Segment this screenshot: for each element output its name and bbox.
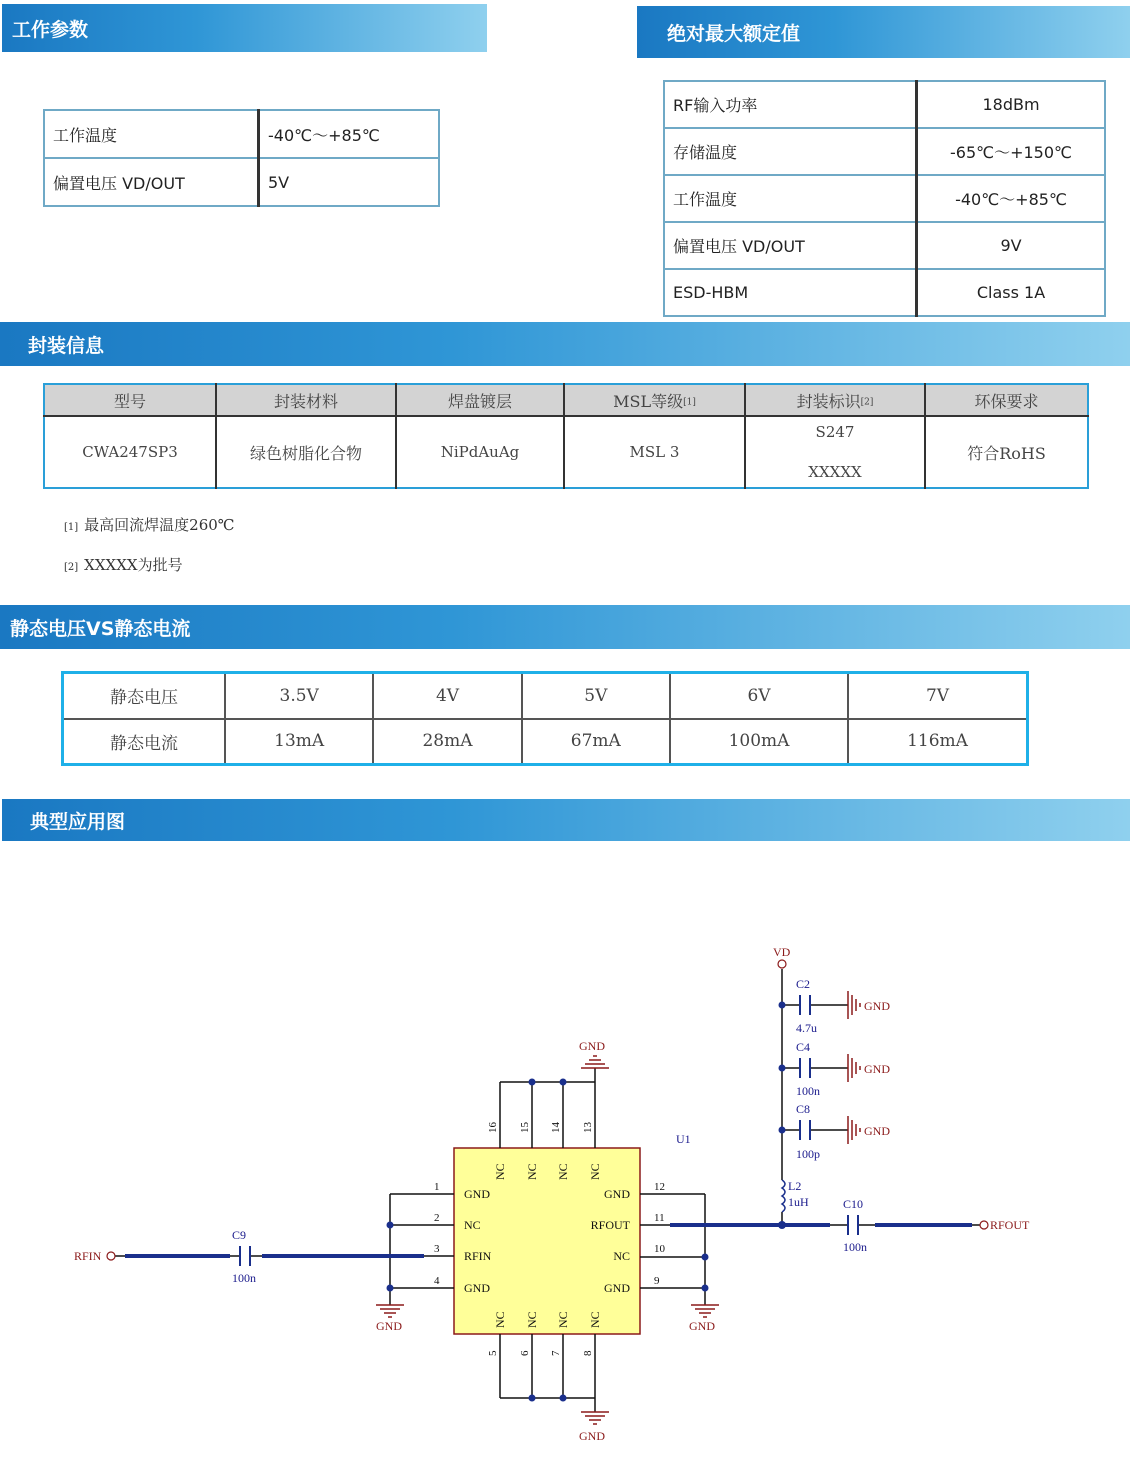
vd-label: VD	[773, 945, 791, 959]
svg-text:C2: C2	[796, 977, 811, 991]
svg-text:NC: NC	[613, 1249, 630, 1263]
svg-text:1: 1	[434, 1181, 440, 1193]
svg-text:NC: NC	[525, 1163, 539, 1180]
current-cell: 13mA	[225, 719, 373, 765]
svg-text:7: 7	[550, 1350, 562, 1356]
value-cell: -40℃～+85℃	[259, 110, 440, 158]
label-cell: 工作温度	[44, 110, 259, 158]
section-title: 静态电压VS静态电流	[10, 617, 191, 640]
svg-text:L2: L2	[788, 1179, 802, 1193]
label-cell: ESD-HBM	[664, 269, 917, 316]
voltage-cell: 6V	[670, 673, 848, 719]
svg-text:NC: NC	[493, 1163, 507, 1180]
svg-text:4: 4	[434, 1275, 440, 1287]
ic-body	[454, 1148, 640, 1334]
section-title: 封装信息	[28, 334, 105, 357]
svg-text:NC: NC	[464, 1218, 481, 1232]
svg-text:9: 9	[654, 1275, 660, 1287]
svg-text:14: 14	[550, 1122, 562, 1133]
voltage-cell: 5V	[522, 673, 670, 719]
svg-text:C8: C8	[796, 1102, 811, 1116]
gnd-label: GND	[864, 1062, 890, 1076]
voltage-cell: 3.5V	[225, 673, 373, 719]
section-title: 工作参数	[12, 18, 89, 41]
gnd-label: GND	[864, 1124, 890, 1138]
svg-text:RFIN: RFIN	[464, 1249, 492, 1263]
svg-text:NC: NC	[556, 1311, 570, 1328]
svg-text:NC: NC	[525, 1311, 539, 1328]
voltage-cell: 7V	[848, 673, 1027, 719]
svg-text:GND: GND	[464, 1187, 490, 1201]
svg-text:5: 5	[487, 1350, 499, 1356]
current-cell: 100mA	[670, 719, 848, 765]
msl-cell: MSL 3	[564, 416, 745, 488]
section-title: 典型应用图	[30, 810, 126, 833]
header-plating: 焊盘镀层	[396, 384, 564, 416]
section-title: 绝对最大额定值	[667, 22, 801, 45]
svg-text:100n: 100n	[796, 1084, 820, 1098]
svg-text:10: 10	[654, 1243, 665, 1255]
svg-text:4.7u: 4.7u	[796, 1021, 817, 1035]
svg-text:12: 12	[654, 1181, 665, 1193]
value-cell: -65℃～+150℃	[917, 128, 1106, 175]
svg-text:11: 11	[654, 1212, 665, 1224]
application-schematic	[0, 850, 1130, 1470]
model-cell: CWA247SP3	[44, 416, 216, 488]
label-cell: RF输入功率	[664, 81, 917, 128]
svg-text:16: 16	[487, 1122, 499, 1133]
svg-text:C4: C4	[796, 1040, 811, 1054]
gnd-label: GND	[864, 999, 890, 1013]
svg-text:1uH: 1uH	[788, 1195, 809, 1209]
svg-text:2: 2	[434, 1212, 440, 1224]
voltage-cell: 4V	[373, 673, 521, 719]
svg-text:13: 13	[582, 1122, 594, 1133]
abs-max-table	[663, 80, 1106, 317]
svg-text:100n: 100n	[232, 1271, 256, 1285]
gnd-label: GND	[579, 1039, 605, 1053]
quiescent-table	[61, 671, 1029, 766]
marking-cell	[745, 416, 925, 488]
section-typical-app	[2, 799, 1130, 841]
current-cell: 67mA	[522, 719, 670, 765]
ic-ref: U1	[676, 1132, 691, 1146]
gnd-label: GND	[579, 1429, 605, 1443]
env-cell: 符合RoHS	[967, 443, 1046, 463]
header-marking: 封装标识[2]	[745, 384, 925, 416]
note-2: [2] XXXXX为批号	[64, 556, 183, 574]
svg-text:100n: 100n	[843, 1240, 867, 1254]
row-label: 静态电流	[63, 719, 226, 765]
rfout-label: RFOUT	[990, 1218, 1030, 1232]
value-cell: 9V	[917, 222, 1106, 269]
marking-line2: XXXXX	[808, 463, 862, 481]
current-cell: 28mA	[373, 719, 521, 765]
svg-text:GND: GND	[604, 1281, 630, 1295]
svg-text:NC: NC	[556, 1163, 570, 1180]
value-cell: Class 1A	[917, 269, 1106, 316]
plating-cell: NiPdAuAg	[396, 416, 564, 488]
rfin-label: RFIN	[74, 1249, 102, 1263]
svg-text:C10: C10	[843, 1197, 864, 1211]
value-cell: 5V	[259, 158, 440, 206]
gnd-label: GND	[689, 1319, 715, 1333]
section-quiescent	[0, 605, 1130, 649]
svg-text:6: 6	[519, 1350, 531, 1356]
section-abs-max	[637, 6, 1130, 58]
value-cell: 18dBm	[917, 81, 1106, 128]
current-cell: 116mA	[907, 731, 968, 752]
svg-text:NC: NC	[588, 1311, 602, 1328]
svg-text:3: 3	[434, 1243, 440, 1255]
inductor-l2	[782, 1180, 785, 1212]
package-table	[43, 383, 1089, 489]
label-cell: 存储温度	[664, 128, 917, 175]
svg-text:GND: GND	[604, 1187, 630, 1201]
section-package	[0, 322, 1130, 366]
material-cell: 绿色树脂化合物	[216, 416, 396, 488]
header-msl: MSL等级[1]	[564, 384, 745, 416]
svg-text:15: 15	[519, 1122, 531, 1133]
work-params-table	[43, 109, 440, 207]
header-model: 型号	[44, 384, 216, 416]
svg-text:NC: NC	[588, 1163, 602, 1180]
gnd-label: GND	[376, 1319, 402, 1333]
row-label: 静态电压	[63, 673, 226, 719]
svg-text:NC: NC	[493, 1311, 507, 1328]
label-cell: 偏置电压 VD/OUT	[44, 158, 259, 206]
svg-text:C9: C9	[232, 1228, 247, 1242]
header-material: 封装材料	[216, 384, 396, 416]
svg-text:GND: GND	[464, 1281, 490, 1295]
marking-line1: S247	[815, 423, 855, 441]
label-cell: 偏置电压 VD/OUT	[664, 222, 917, 269]
label-cell: 工作温度	[664, 175, 917, 222]
note-1: [1] 最高回流焊温度260℃	[64, 516, 235, 534]
section-work-params	[2, 4, 487, 52]
header-env: 环保要求	[925, 384, 1088, 416]
svg-text:RFOUT: RFOUT	[590, 1218, 630, 1232]
svg-text:8: 8	[582, 1350, 594, 1356]
svg-text:100p: 100p	[796, 1147, 820, 1161]
value-cell: -40℃～+85℃	[917, 175, 1106, 222]
